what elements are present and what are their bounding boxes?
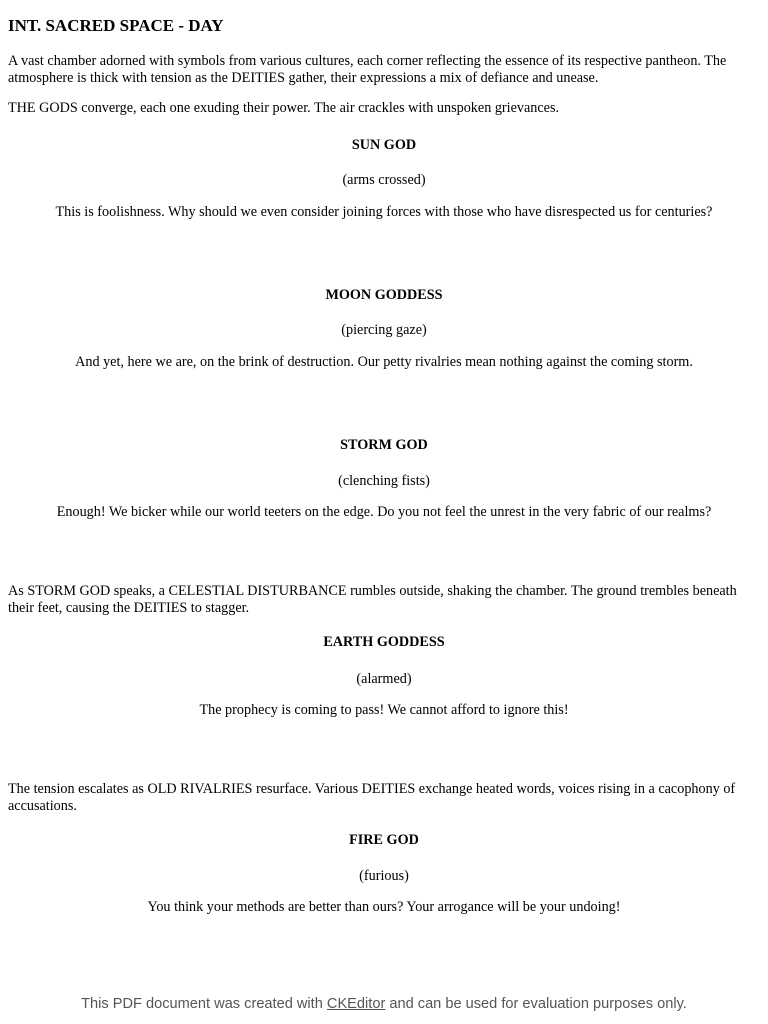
character-name-sun-god: SUN GOD	[351, 137, 417, 153]
action-paragraph-4: The tension escalates as OLD RIVALRIES resurface. Various DEITIES exchange heated words, voices rising in a cacophony of accusations.	[8, 781, 736, 814]
action-paragraph-1: A vast chamber adorned with symbols from various cultures, each corner reflecting the essence of its respective pantheon. The atmosphere is thick with tension as the DEITIES gather, their expressions a mix of defiance and unease.	[8, 53, 727, 86]
parenthetical-storm-god: (clenching fists)	[338, 473, 430, 489]
footer-suffix: and can be used for evaluation purposes only.	[385, 996, 687, 1012]
dialogue-line-sun-god: This is foolishness. Why should we even consider joining forces with those who have disrespected us for centuries?	[55, 204, 713, 220]
dialogue-line-earth-goddess: The prophecy is coming to pass! We cannot afford to ignore this!	[199, 702, 569, 718]
footer-prefix: This PDF document was created with	[81, 996, 327, 1012]
dialogue-line-moon-goddess: And yet, here we are, on the brink of destruction. Our petty rivalries mean nothing against the coming storm.	[75, 354, 693, 370]
parenthetical-sun-god: (arms crossed)	[342, 172, 426, 188]
ckeditor-link[interactable]: CKEditor	[326, 996, 386, 1012]
scene-heading: INT. SACRED SPACE - DAY	[8, 16, 224, 35]
dialogue-line-fire-god: You think your methods are better than ours? Your arrogance will be your undoing!	[147, 899, 621, 915]
dialogue-line-storm-god: Enough! We bicker while our world teeters on the edge. Do you not feel the unrest in the very fabric of our realms?	[56, 504, 712, 520]
parenthetical-earth-goddess: (alarmed)	[356, 671, 412, 687]
character-name-storm-god: STORM GOD	[340, 437, 428, 453]
character-name-fire-god: FIRE GOD	[349, 832, 419, 848]
action-paragraph-2: THE GODS converge, each one exuding their power. The air crackles with unspoken grievances.	[8, 100, 560, 116]
parenthetical-moon-goddess: (piercing gaze)	[341, 322, 427, 338]
character-name-earth-goddess: EARTH GODDESS	[323, 634, 445, 650]
evaluation-footer	[0, 994, 768, 1014]
action-paragraph-3: As STORM GOD speaks, a CELESTIAL DISTURBANCE rumbles outside, shaking the chamber. The ground trembles beneath their feet, causing the DEITIES to stagger.	[8, 583, 737, 616]
parenthetical-fire-god: (furious)	[359, 868, 409, 884]
character-name-moon-goddess: MOON GODDESS	[325, 287, 443, 303]
